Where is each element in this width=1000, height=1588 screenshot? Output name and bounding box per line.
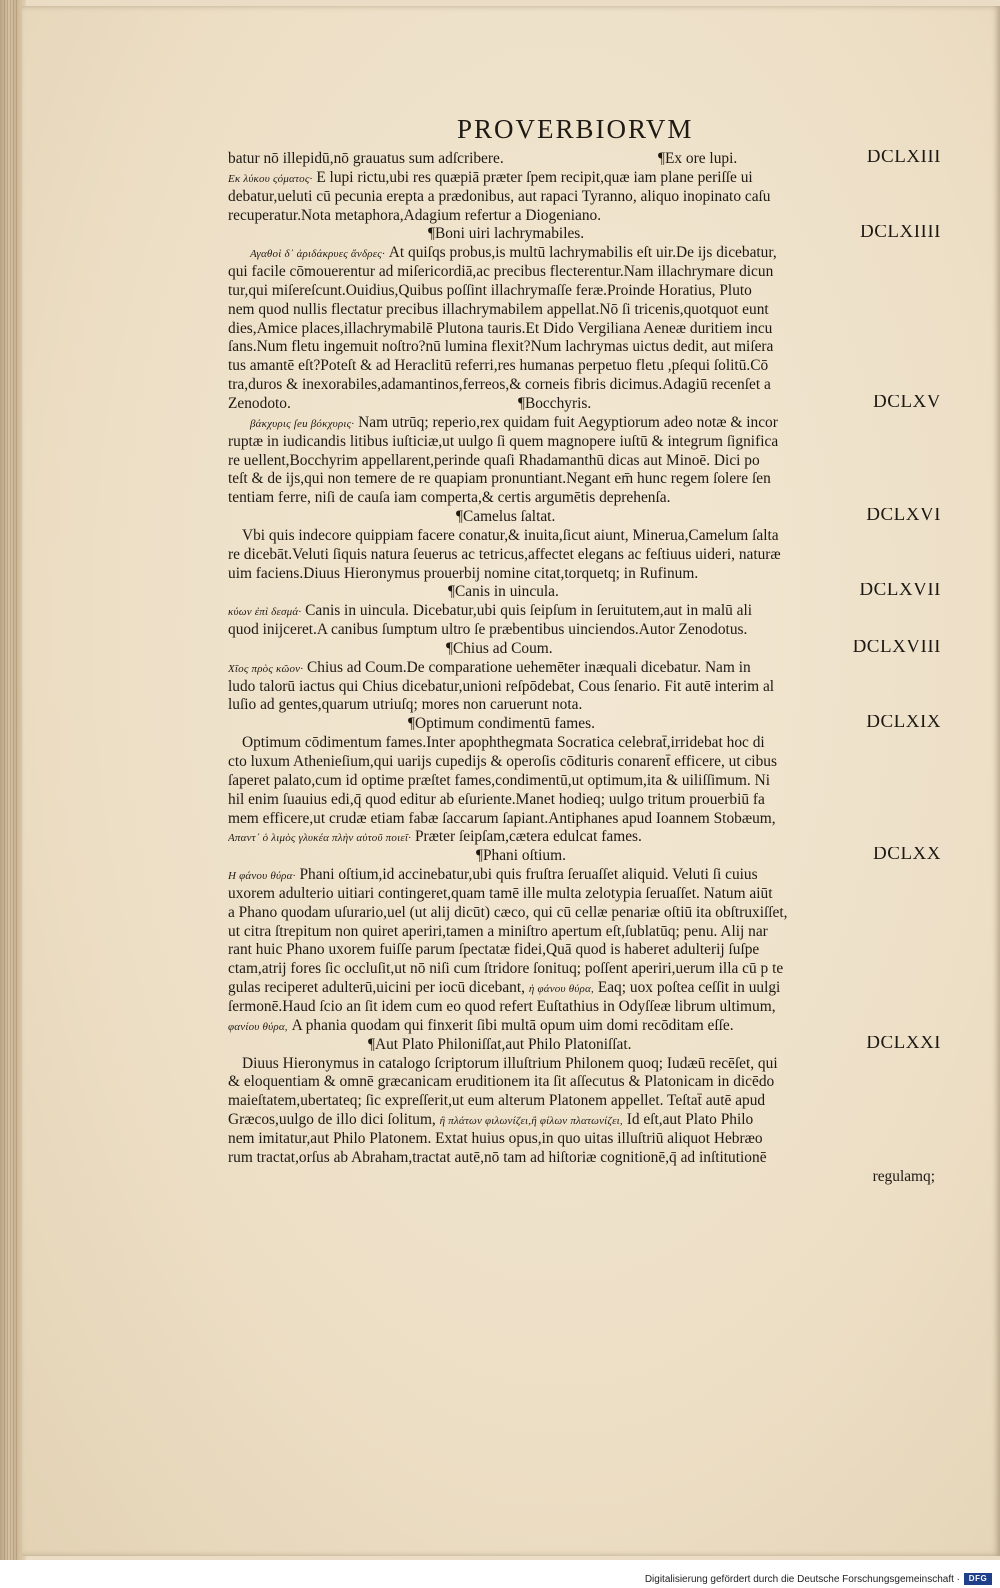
adage-title: ¶Optimum condimentū fames. — [408, 715, 595, 733]
latin-text: qui facile cōmouerentur ad miſericordiā,ac precibus flecterentur.Nam illachrymare dicun — [228, 263, 774, 281]
greek-lemma: Χῖος πρὸς κῶον· — [228, 662, 304, 675]
line-body — [228, 263, 773, 282]
page-edge-lines — [4, 0, 18, 1560]
adage-heading — [228, 583, 963, 602]
greek-lemma: Απαντ᾽ ὁ λιμὸς γλυκέα πλὴν αὐτοῦ ποιεῖ· — [228, 832, 412, 845]
latin-text: debatur,ueluti cū pecunia erepta a prædonibus, aut rapaci Tyranno, aliquo inopinato caſu — [228, 187, 771, 205]
text-line — [228, 866, 963, 885]
greek-lemma: Εκ λύκου ςόματος· — [228, 172, 313, 185]
text-line — [228, 527, 963, 546]
text-line — [228, 885, 963, 904]
latin-text: Chius ad Coum.De comparatione uehemēter inæquali dicebatur. Nam in — [307, 658, 751, 676]
adage-title: ¶Chius ad Coum. — [446, 639, 553, 657]
line-body — [228, 207, 601, 226]
adage-title: ¶Boni uiri lachrymabiles. — [428, 225, 585, 243]
latin-text: A phania quodam qui finxerit ſibi multā opum uim domi recōditam eſſe. — [291, 1016, 734, 1034]
latin-text: luſio ad gentes,quarum utriuſq; mores non caruerunt nota. — [228, 696, 583, 714]
latin-text: quod inijceret.A canibus ſumptum ultro ſe præbentibus uinciendos.Autor Zenodotus. — [228, 621, 748, 639]
adage-number: DCLXIII — [866, 150, 941, 167]
latin-text: E lupi rictu,ubi res quæpiā præter ſpem recipit,quæ iam plane periſſe ui — [316, 168, 753, 186]
footer-bar — [0, 1572, 1000, 1588]
adage-title: ¶Ex ore lupi. — [658, 150, 738, 167]
text-line — [228, 1149, 963, 1168]
line-body — [228, 753, 777, 772]
line-body — [228, 338, 773, 357]
latin-text: ruptæ in iudicandis litibus iuſticiæ,ut uulgo ſi quem magnopere iuſtū & integrum ſignifica — [228, 432, 779, 450]
adage-title: ¶Aut Plato Philoniſſat,aut Philo Platoniſſat. — [368, 1035, 632, 1053]
line-body — [228, 1130, 763, 1149]
latin-text-cont: Eaq; uox poſtea ceſſit in uulgi — [597, 979, 781, 997]
latin-text: re uellent,Bocchyrim appellarent,perinde quaſi Rhadamanthū dicas aut Minoē. Dici po — [228, 451, 760, 469]
text-line — [228, 734, 963, 753]
text-line — [228, 244, 963, 263]
text-line — [228, 282, 963, 301]
latin-text: teſt & de ijs,qui non temere de re quapiam pronuntiant.Negant em̄ hunc regem ſolere ſen — [228, 470, 771, 488]
latin-text: rum tractat,orſus ab Abraham,tractat autē,nō tam ad hiſtoriæ cognitionē,q̄ ad inſtitutionē — [228, 1148, 767, 1166]
text-line — [228, 904, 963, 923]
latin-text: Canis in uincula. Dicebatur,ubi quis ſeipſum in ſeruitutem,aut in malū ali — [305, 602, 753, 620]
text-line — [228, 772, 963, 791]
latin-text: Nam utrūq; reperio,rex quidam fuit Aegyptiorum adeo notæ & incor — [358, 413, 778, 431]
line-body — [228, 1111, 753, 1130]
line-body — [228, 678, 774, 697]
line-body — [228, 941, 759, 960]
latin-text: tur,qui miſereſcunt.Ouidius,Quibus poſſint illachrymaſſe feræ.Proinde Horatius, Pluto — [228, 281, 752, 299]
greek-lemma: φανίου θύρα, — [228, 1020, 288, 1033]
text-line — [228, 301, 963, 320]
line-body — [228, 828, 642, 847]
latin-text: tentiam ferre, niſi de cauſa iam comperta,& certis argumētis deprehenſa. — [228, 489, 671, 507]
line-body — [228, 810, 776, 829]
adage-heading — [228, 715, 963, 734]
latin-text: Zenodoto. — [228, 394, 291, 412]
adage-number: DCLXVI — [866, 508, 941, 526]
line-body — [250, 414, 778, 433]
catchword-text: regulamq; — [872, 1167, 935, 1185]
text-line — [228, 1055, 963, 1074]
text-line — [228, 753, 963, 772]
line-body — [228, 470, 771, 489]
text-line — [228, 207, 963, 226]
latin-text: ſermonē.Haud ſcio an ſit idem cum eo quod refert Euſtathius in Odyſſeæ librum ultimum, — [228, 997, 776, 1015]
text-line — [228, 810, 963, 829]
greek-lemma: βάκχυρις ſeu βόκχυρις· — [250, 417, 355, 430]
line-body — [228, 188, 771, 207]
text-line — [228, 338, 963, 357]
greek-lemma: κύων ἐπὶ δεσμά· — [228, 606, 302, 619]
latin-text: dies,Amice places,illachrymabilē Plutona tauris.Et Dido Vergiliana Aeneæ duritiem incu — [228, 319, 773, 337]
line-body — [228, 866, 758, 885]
latin-text-cont: Id eſt,aut Plato Philo — [626, 1111, 754, 1129]
latin-text: re dicebāt.Veluti ſiquis natura ſeuerus ac tetricus,affectet elegans ac feſtiuus uideri, naturæ — [228, 545, 781, 563]
line-body — [250, 244, 777, 263]
line-body — [228, 1073, 774, 1092]
adage-number: DCLXVII — [859, 583, 941, 601]
text-line — [228, 678, 963, 697]
line-body — [228, 433, 778, 452]
text-line — [228, 791, 963, 810]
text-line — [228, 414, 963, 433]
latin-text: ſaperet palato,cum id optime præſtet fames,condimentū,ut optimum,ita & uiliſſimum. Ni — [228, 771, 770, 789]
line-body — [228, 1149, 767, 1168]
text-line — [228, 1073, 963, 1092]
line-body — [242, 734, 765, 753]
text-line — [228, 452, 963, 471]
line-body — [228, 602, 752, 621]
adage-title: ¶Canis in uincula. — [448, 583, 559, 601]
text-line — [228, 979, 963, 998]
adage-title: ¶Camelus ſaltat. — [456, 508, 556, 526]
line-body — [228, 791, 765, 810]
line-body — [228, 979, 780, 998]
line-body — [228, 1017, 734, 1036]
text-line — [228, 433, 963, 452]
line-body — [242, 1055, 778, 1074]
latin-text: maieſtatem,ubertateq; ſic expreſſerit,ut eum alterum Platonem appellet. Teſtat̄ autē apud — [228, 1092, 766, 1110]
greek-lemma: Αγαθοὶ δ᾽ ἀριδάκρυες ἄνδρες· — [250, 248, 385, 261]
text-line — [228, 489, 963, 508]
line-body — [228, 772, 770, 791]
line-body — [228, 282, 752, 301]
text-line — [228, 941, 963, 960]
latin-text: rant huic Phano uxorem fuiſſe parum ſpectatæ fidei,Quā quod is haberet adulterij ſuſpe — [228, 941, 760, 959]
line-body — [228, 150, 504, 169]
line-body — [228, 998, 776, 1017]
latin-text: Præter ſeipſam,cætera edulcat fames. — [414, 828, 642, 846]
line-body — [228, 320, 772, 339]
latin-text: nem imitatur,aut Philo Platonem. Extat huius opus,in quo uitas illuſtriū aliquot Hebræo — [228, 1129, 763, 1147]
latin-text: Diuus Hieronymus in catalogo ſcriptorum illuſtrium Philonem quoq; Iudæū recēſet, qui — [242, 1054, 778, 1072]
text-line — [228, 263, 963, 282]
adage-number: DCLXVIII — [852, 639, 941, 657]
line-body — [228, 376, 771, 395]
latin-text: uim faciens.Diuus Hieronymus prouerbij nomine citat,torquetq; in Rufinum. — [228, 564, 699, 582]
latin-text: recuperatur.Nota metaphora,Adagium refertur a Diogeniano. — [228, 206, 602, 224]
text-line — [228, 998, 963, 1017]
text-line — [228, 923, 963, 942]
adage-heading — [228, 847, 963, 866]
latin-text: Phani oſtium,id accinebatur,ubi quis fruſtra ſeruaſſet aliquid. Veluti ſi cuius — [299, 866, 758, 884]
line-body — [228, 489, 670, 508]
line-body — [228, 546, 781, 565]
line-body — [228, 621, 747, 640]
line-body — [228, 960, 783, 979]
text-line — [228, 470, 963, 489]
text-line — [228, 696, 963, 715]
text-line — [228, 169, 963, 188]
latin-text: tus amantē eſt?Poteſt & ad Heraclitū referri,res humanas perpetuo fletu ,pſequi ſolitū.Cō — [228, 357, 769, 375]
text-line — [228, 1092, 963, 1111]
text-line — [228, 1111, 963, 1130]
adage-heading — [228, 225, 963, 244]
line-body — [228, 696, 582, 715]
adage-title: ¶Bocchyris. — [518, 394, 592, 412]
line-body — [228, 357, 768, 376]
latin-text: a Phano quodam uſurario,uel (ut alij dicūt) cæco, qui cū cellæ penariæ oſtiū ita obſtruxiſſet, — [228, 903, 788, 921]
adage-number: DCLXIX — [866, 715, 941, 733]
adage-number: DCLXV — [873, 394, 941, 412]
latin-text: ctam,atrij fores ſic occluſit,ut nō niſi cum ſtridore ſonituq; poſſent aperiri,uerum illa cū p te — [228, 960, 784, 978]
text-line — [228, 602, 963, 621]
text-line — [228, 621, 963, 640]
text-line — [228, 357, 963, 376]
text-line — [228, 828, 963, 847]
text-line — [228, 1130, 963, 1149]
text-line — [228, 395, 963, 414]
text-line — [228, 565, 963, 584]
line-body — [228, 659, 751, 678]
line-body — [228, 1092, 765, 1111]
adage-heading — [228, 508, 963, 527]
latin-text: batur nō illepidū,nō grauatus sum adſcribere. — [228, 150, 504, 167]
text-line — [228, 960, 963, 979]
latin-text: cto luxum Athenieſium,qui uarijs cupedijs & operoſis cōdituris conarent̄ efficere, ut cibus — [228, 753, 777, 770]
line-body — [228, 904, 788, 923]
latin-text: ſans.Num fletu ingemuit noſtro?nū lumina flexit?Num lachrymas uictus dedit, aut miſera — [228, 338, 774, 356]
text-line — [228, 188, 963, 207]
adage-number: DCLXX — [873, 847, 941, 865]
greek-quote: ἡ φάνου θύρα, — [528, 983, 594, 996]
line-body — [242, 527, 779, 546]
latin-text: uxorem adulterio uitiari contingeret,quam tamē ille multa zelotypia ſeruaſſet. Natum aiūt — [228, 884, 773, 902]
text-block — [228, 150, 963, 1186]
latin-text: nem quod nullis flectatur precibus illachrymabilem appellat.Nō ſi tricenis,quotquot eunt — [228, 300, 769, 318]
line-body — [228, 885, 772, 904]
adage-number: DCLXXI — [866, 1035, 941, 1053]
catchword — [228, 1168, 963, 1187]
line-body — [228, 395, 291, 414]
text-line — [228, 376, 963, 395]
line-body — [228, 169, 753, 188]
text-line — [228, 1017, 963, 1036]
latin-text: mem efficere,ut crudæ etiam fabæ ſaccarum ſapiant.Antiphanes apud Ioannem Stobæum, — [228, 809, 776, 827]
latin-text: & eloquentiam & omnē græcanicam eruditionem ita ſit aſſecutus & Platonicam in dicēdo — [228, 1073, 775, 1091]
greek-quote: ἢ πλάτων φιλωνίζει,ἢ φίλων πλατωνίζει, — [439, 1115, 623, 1128]
latin-text: gulas reciperet adulterū,uicini per iocū dicebant, — [228, 979, 525, 997]
adage-heading — [228, 1036, 963, 1055]
latin-text: ludo talorū iactus qui Chius dicebatur,unioni reſpōdebat, Cous ſenario. Fit autē interim al — [228, 677, 775, 695]
dfg-logo: DFG — [964, 1573, 992, 1585]
line-body — [228, 565, 698, 584]
latin-text: At quiſqs probus,is multū lachrymabilis eſt uir.De ijs dicebatur, — [388, 244, 777, 262]
latin-text: ut citra ſtrepitum non quiret aperiri,tamen a miniſtro apertum eſt,ſublatūq; penu. Alij nar — [228, 922, 768, 940]
adage-title: ¶Phani oſtium. — [476, 847, 566, 865]
latin-text: hil enim ſuauius edi,q̄ quod editur ab eſuriente.Manet hodieq; uulgo tritum prouerbiū fa — [228, 790, 765, 808]
text-line — [228, 546, 963, 565]
latin-text: tra,duros & inexorabiles,adamantinos,ferreos,& corneis fibris dicimus.Adagiū recenſet a — [228, 376, 771, 394]
greek-lemma: Η φάνου θύρα· — [228, 870, 296, 883]
latin-text: Vbi quis indecore quippiam facere conatur,& inuita,ſicut aiunt, Minerua,Camelum ſalta — [242, 526, 779, 544]
text-line — [228, 320, 963, 339]
line-body — [228, 301, 769, 320]
adage-number: DCLXIIII — [859, 225, 941, 243]
latin-text: Optimum cōdimentum fames.Inter apophthegmata Socratica celebrat̄,irridebat hoc di — [242, 734, 765, 752]
adage-heading — [228, 640, 963, 659]
latin-text: Græcos,uulgo de illo dici ſolitum, — [228, 1111, 436, 1129]
funding-credit: Digitalisierung gefördert durch die Deutsche Forschungsgemeinschaft · — [644, 1574, 960, 1585]
text-line — [228, 659, 963, 678]
text-line — [228, 150, 963, 169]
running-head: PROVERBIORVM — [457, 114, 694, 144]
line-body — [228, 452, 760, 471]
line-body — [228, 923, 768, 942]
